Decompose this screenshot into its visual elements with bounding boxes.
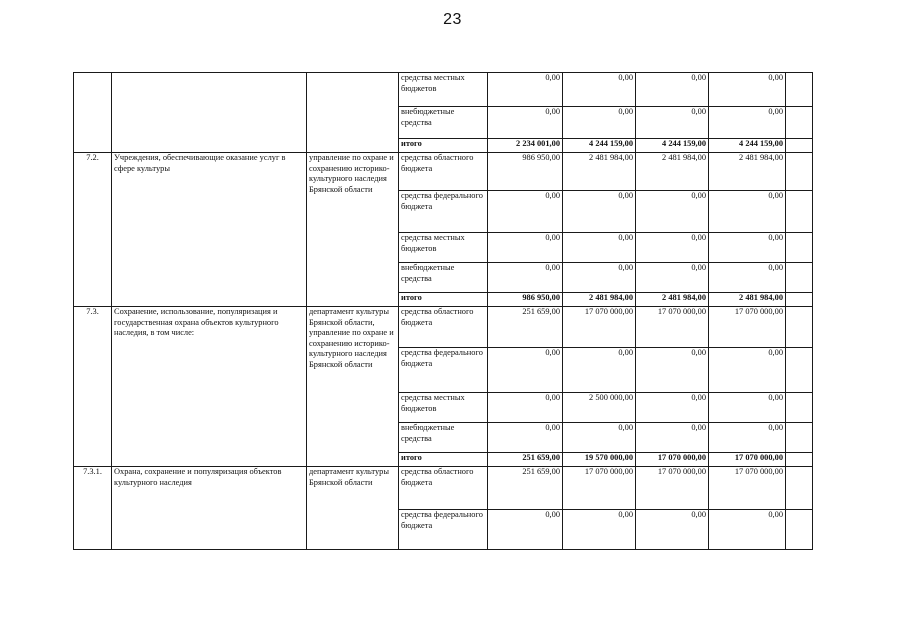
item-name-cell: Сохранение, использование, популяризация и государственная охрана объектов культурного наследия, в том числе: (112, 307, 307, 467)
amount-cell: 4 244 159,00 (709, 139, 786, 153)
budget-table (73, 72, 813, 550)
amount-cell: 0,00 (709, 423, 786, 453)
table-row (74, 73, 813, 107)
empty-cell (786, 139, 813, 153)
amount-cell: 4 244 159,00 (636, 139, 709, 153)
funding-source-cell: средства местных бюджетов (399, 73, 488, 107)
amount-cell: 986 950,00 (488, 153, 563, 191)
empty-cell (786, 73, 813, 107)
amount-cell: 17 070 000,00 (636, 453, 709, 467)
amount-cell: 2 481 984,00 (709, 153, 786, 191)
empty-cell (786, 191, 813, 233)
amount-cell: 0,00 (709, 510, 786, 550)
amount-cell: 0,00 (488, 191, 563, 233)
amount-cell: 0,00 (563, 233, 636, 263)
amount-cell: 251 659,00 (488, 453, 563, 467)
table-body (74, 73, 813, 550)
executor-cell: управление по охране и сохранению историко-культурного наследия Брянской области (307, 153, 399, 307)
amount-cell: 0,00 (488, 107, 563, 139)
amount-cell: 0,00 (488, 348, 563, 393)
amount-cell: 0,00 (488, 423, 563, 453)
empty-cell (786, 293, 813, 307)
amount-cell: 2 481 984,00 (563, 293, 636, 307)
amount-cell: 17 070 000,00 (636, 467, 709, 510)
funding-source-cell: внебюджетные средства (399, 263, 488, 293)
funding-source-cell: средства местных бюджетов (399, 233, 488, 263)
item-number-cell (74, 73, 112, 153)
funding-source-cell: итого (399, 453, 488, 467)
amount-cell: 0,00 (563, 107, 636, 139)
amount-cell: 0,00 (488, 393, 563, 423)
table-row (74, 467, 813, 510)
funding-source-cell: внебюджетные средства (399, 423, 488, 453)
funding-source-cell: средства областного бюджета (399, 467, 488, 510)
empty-cell (786, 453, 813, 467)
funding-source-cell: итого (399, 139, 488, 153)
table-row (74, 307, 813, 348)
amount-cell: 0,00 (563, 73, 636, 107)
amount-cell: 251 659,00 (488, 307, 563, 348)
amount-cell: 0,00 (636, 263, 709, 293)
amount-cell: 0,00 (563, 191, 636, 233)
amount-cell: 0,00 (488, 73, 563, 107)
amount-cell: 0,00 (563, 423, 636, 453)
amount-cell: 17 070 000,00 (709, 307, 786, 348)
executor-cell: департамент культуры Брянской области, управление по охране и сохранению историко-культурного наследия Брянской области (307, 307, 399, 467)
amount-cell: 19 570 000,00 (563, 453, 636, 467)
item-name-cell: Учреждения, обеспечивающие оказание услуг в сфере культуры (112, 153, 307, 307)
amount-cell: 0,00 (636, 107, 709, 139)
amount-cell: 0,00 (709, 191, 786, 233)
funding-source-cell: средства федерального бюджета (399, 510, 488, 550)
amount-cell: 0,00 (709, 263, 786, 293)
amount-cell: 4 244 159,00 (563, 139, 636, 153)
funding-source-cell: итого (399, 293, 488, 307)
amount-cell: 0,00 (563, 263, 636, 293)
item-number-cell: 7.3. (74, 307, 112, 467)
amount-cell: 2 500 000,00 (563, 393, 636, 423)
table-row (74, 153, 813, 191)
amount-cell: 0,00 (488, 510, 563, 550)
amount-cell: 0,00 (709, 107, 786, 139)
item-name-cell (112, 73, 307, 153)
amount-cell: 2 481 984,00 (709, 293, 786, 307)
empty-cell (786, 153, 813, 191)
empty-cell (786, 107, 813, 139)
amount-cell: 0,00 (636, 510, 709, 550)
empty-cell (786, 348, 813, 393)
funding-source-cell: средства областного бюджета (399, 307, 488, 348)
empty-cell (786, 263, 813, 293)
item-name-cell: Охрана, сохранение и популяризация объектов культурного наследия (112, 467, 307, 550)
funding-source-cell: средства местных бюджетов (399, 393, 488, 423)
empty-cell (786, 467, 813, 510)
empty-cell (786, 510, 813, 550)
amount-cell: 0,00 (636, 191, 709, 233)
amount-cell: 0,00 (636, 73, 709, 107)
executor-cell: департамент культуры Брянской области (307, 467, 399, 550)
amount-cell: 0,00 (709, 233, 786, 263)
amount-cell: 986 950,00 (488, 293, 563, 307)
amount-cell: 0,00 (709, 348, 786, 393)
amount-cell: 0,00 (709, 73, 786, 107)
amount-cell: 2 481 984,00 (563, 153, 636, 191)
executor-cell (307, 73, 399, 153)
amount-cell: 17 070 000,00 (709, 453, 786, 467)
item-number-cell: 7.3.1. (74, 467, 112, 550)
amount-cell: 0,00 (563, 348, 636, 393)
empty-cell (786, 233, 813, 263)
amount-cell: 251 659,00 (488, 467, 563, 510)
amount-cell: 17 070 000,00 (636, 307, 709, 348)
funding-source-cell: внебюджетные средства (399, 107, 488, 139)
amount-cell: 0,00 (636, 393, 709, 423)
amount-cell: 2 481 984,00 (636, 293, 709, 307)
funding-source-cell: средства федерального бюджета (399, 191, 488, 233)
amount-cell: 0,00 (488, 263, 563, 293)
amount-cell: 0,00 (636, 348, 709, 393)
item-number-cell: 7.2. (74, 153, 112, 307)
amount-cell: 0,00 (563, 510, 636, 550)
empty-cell (786, 423, 813, 453)
empty-cell (786, 307, 813, 348)
empty-cell (786, 393, 813, 423)
amount-cell: 2 234 001,00 (488, 139, 563, 153)
amount-cell: 0,00 (636, 423, 709, 453)
amount-cell: 17 070 000,00 (563, 467, 636, 510)
amount-cell: 17 070 000,00 (709, 467, 786, 510)
amount-cell: 0,00 (488, 233, 563, 263)
amount-cell: 0,00 (709, 393, 786, 423)
funding-source-cell: средства областного бюджета (399, 153, 488, 191)
amount-cell: 2 481 984,00 (636, 153, 709, 191)
funding-source-cell: средства федерального бюджета (399, 348, 488, 393)
page-number: 23 (443, 11, 462, 28)
amount-cell: 0,00 (636, 233, 709, 263)
amount-cell: 17 070 000,00 (563, 307, 636, 348)
